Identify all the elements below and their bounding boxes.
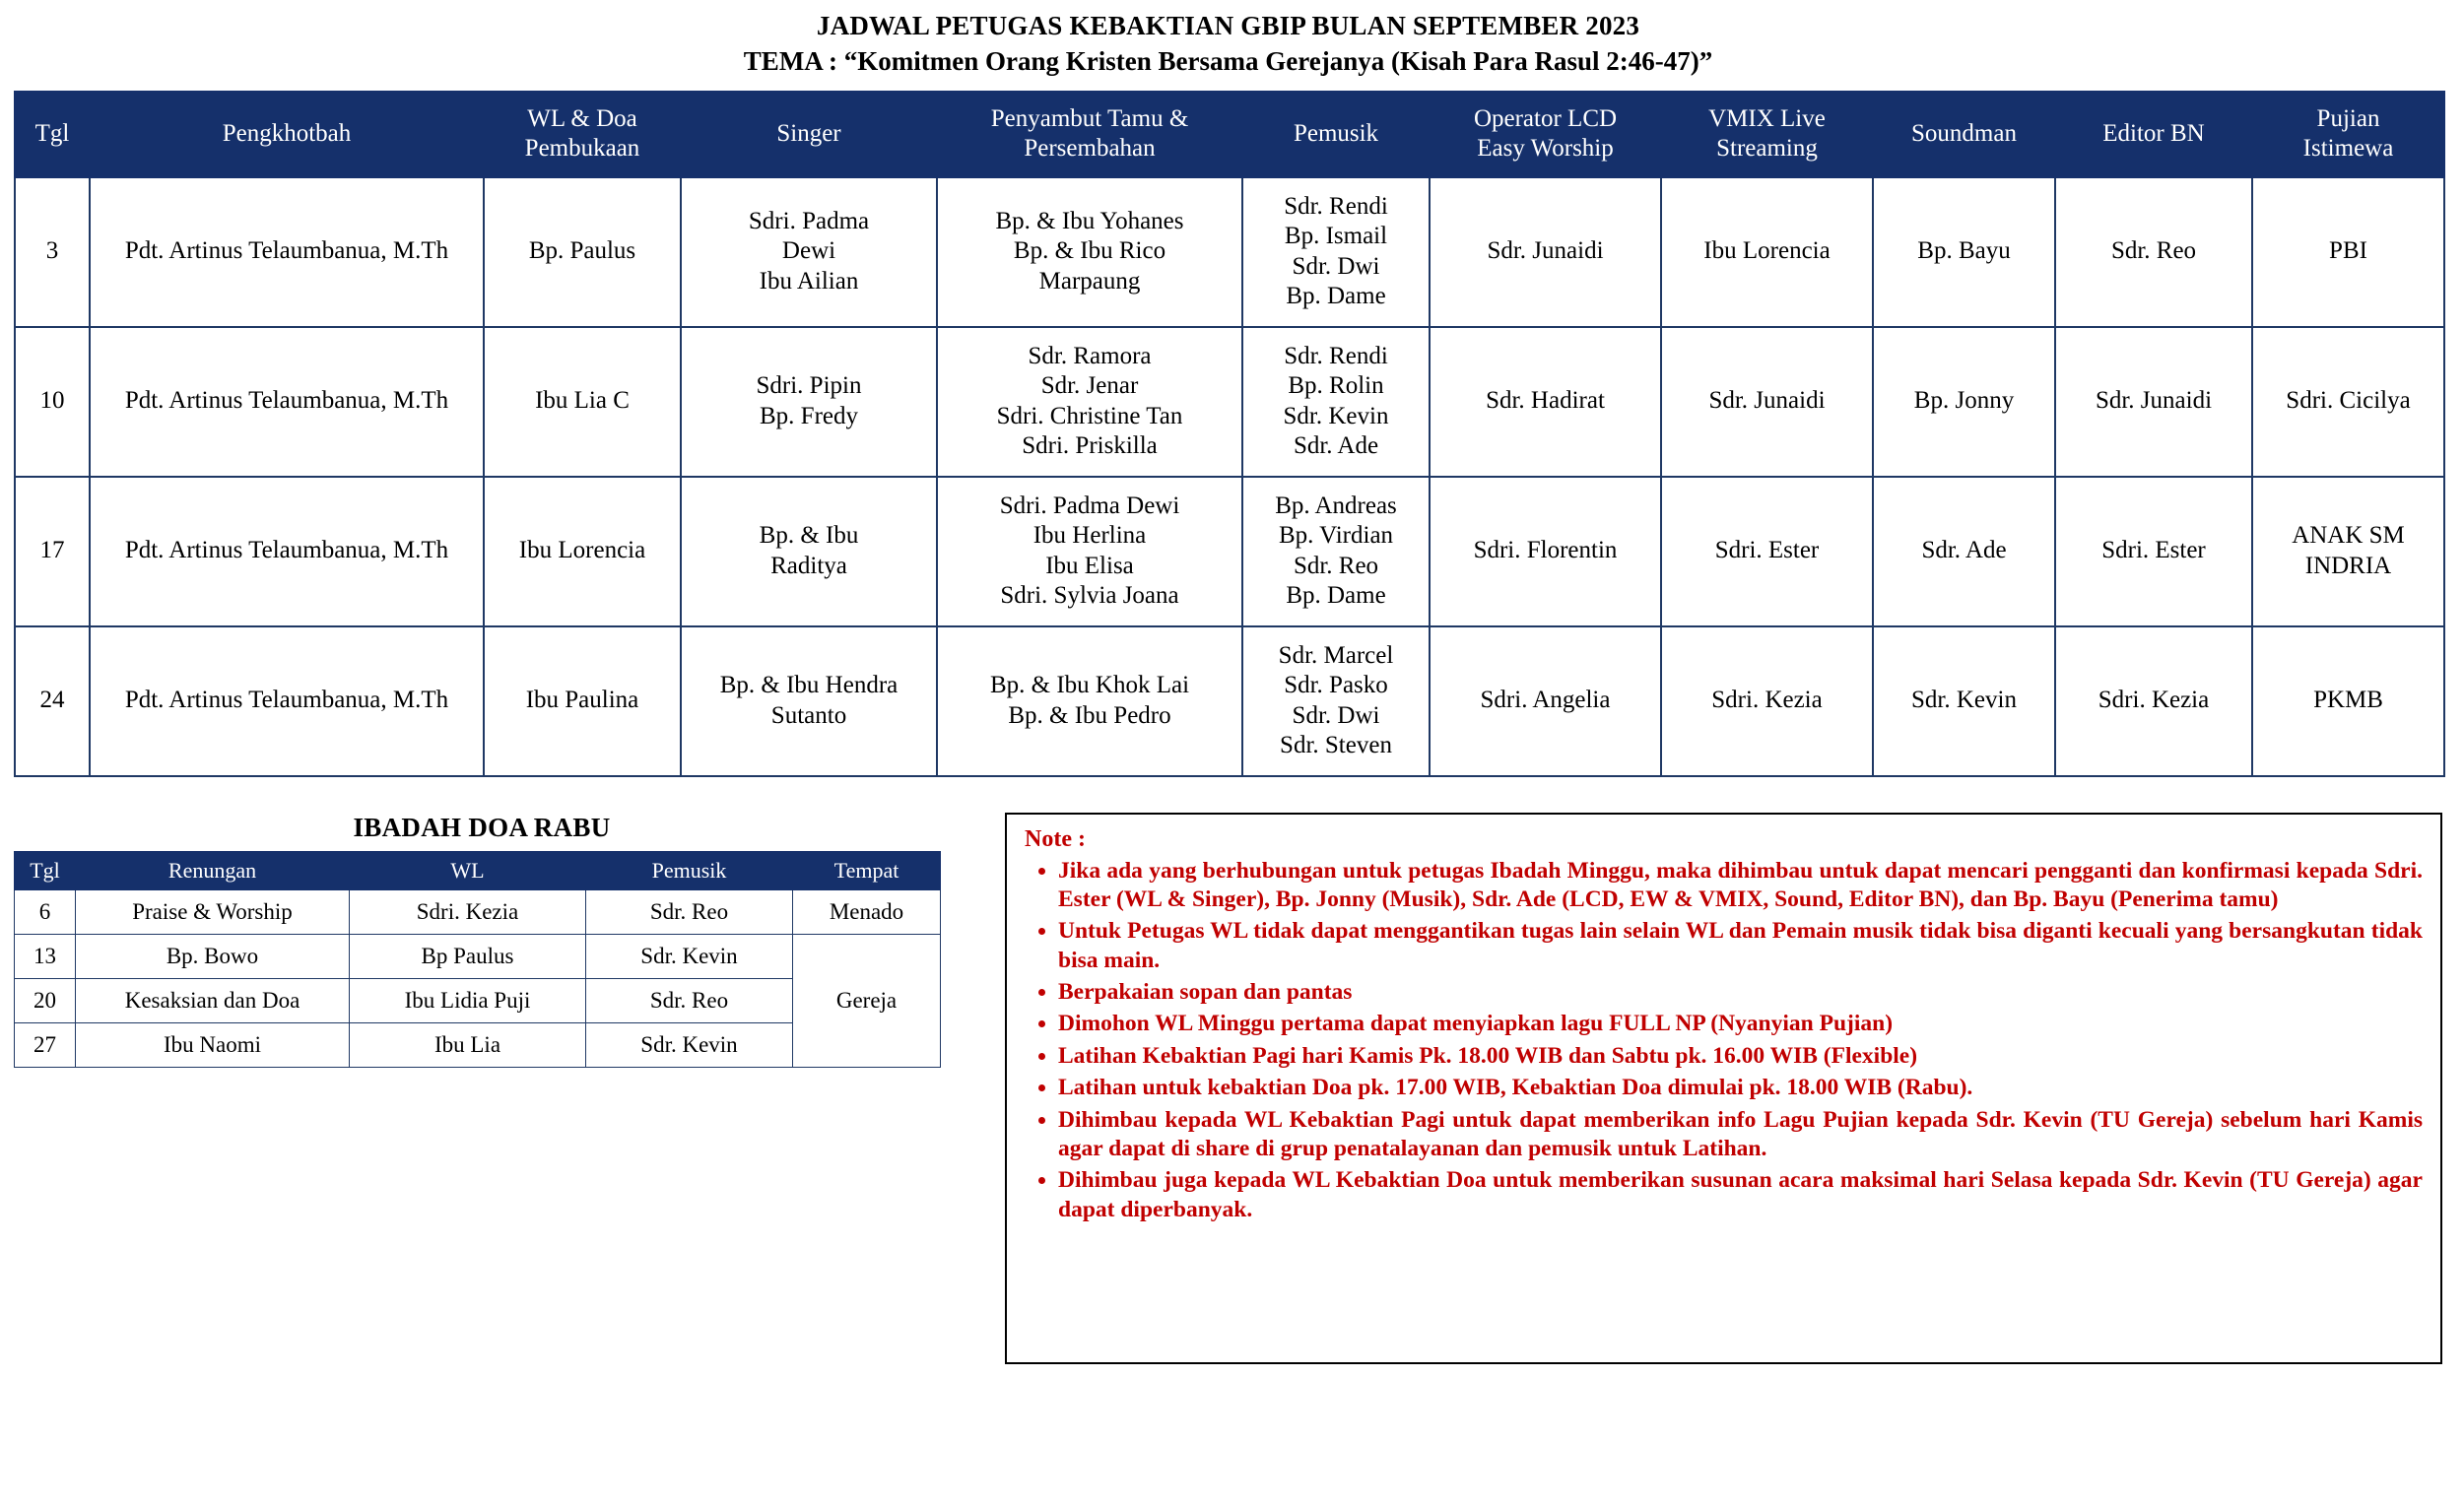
cell-line: Bp. & Ibu Rico xyxy=(1013,237,1166,265)
column-header-tgl xyxy=(15,92,90,177)
cell-editor xyxy=(2055,177,2252,327)
column-header-line: Tgl xyxy=(34,119,70,147)
cell-line: Bp. Rolin xyxy=(1288,372,1384,399)
rabu-cell-pemusik: Sdr. Kevin xyxy=(586,934,793,978)
cell-line: Sdr. Hadirat xyxy=(1486,387,1605,415)
column-header-line: Istimewa xyxy=(2302,135,2394,162)
column-header-line: WL & Doa xyxy=(527,104,637,132)
cell-line: Sdr. Marcel xyxy=(1278,641,1394,669)
column-header-line: Pujian xyxy=(2316,104,2380,132)
note-list xyxy=(1025,857,2423,1225)
cell-line: Sdr. Reo xyxy=(2110,237,2197,265)
cell-wl xyxy=(484,327,681,477)
column-header-line: Easy Worship xyxy=(1477,135,1614,162)
rabu-section xyxy=(14,813,950,1068)
list-item: • Latihan Kebaktian Pagi hari Kamis Pk. 18.00 WIB dan Sabtu pk. 16.00 WIB (Flexible) xyxy=(1058,1042,2423,1071)
table-row xyxy=(15,327,2444,477)
column-header-operator-lcd xyxy=(1430,92,1661,177)
cell-line: Pdt. Artinus Telaumbanua, M.Th xyxy=(124,237,449,265)
cell-line: Sdri. Padma Dewi xyxy=(999,492,1180,519)
cell-editor xyxy=(2055,626,2252,776)
table-row xyxy=(15,889,941,934)
cell-line: Sdri. Kezia xyxy=(1711,687,1823,714)
list-item: • Dihimbau juga kepada WL Kebaktian Doa untuk memberikan susunan acara maksimal hari Selasa kepada Sdr. Kevin (TU Gereja) agar dapat diperbanyak. xyxy=(1058,1166,2423,1224)
cell-pengkhotbah xyxy=(90,327,484,477)
cell-line: Ibu Paulina xyxy=(525,687,639,714)
column-header-soundman xyxy=(1873,92,2055,177)
cell-line: Sdri. Cicilya xyxy=(2286,387,2411,415)
column-header-line: Singer xyxy=(776,119,841,147)
page-title: JADWAL PETUGAS KEBAKTIAN GBIP BULAN SEPTEMBER 2023 xyxy=(816,11,1640,40)
cell-pengkhotbah xyxy=(90,477,484,626)
cell-soundman xyxy=(1873,477,2055,626)
schedule-table xyxy=(14,91,2445,777)
cell-line: Raditya xyxy=(770,552,847,579)
cell-tgl: 17 xyxy=(15,477,90,626)
list-item: • Dimohon WL Minggu pertama dapat menyiapkan lagu FULL NP (Nyanyian Pujian) xyxy=(1058,1010,2423,1038)
rabu-cell-tgl: 6 xyxy=(15,889,76,934)
rabu-cell-tgl: 13 xyxy=(15,934,76,978)
cell-penyambut xyxy=(937,477,1242,626)
cell-line: Bp. Bayu xyxy=(1917,237,2011,265)
cell-line: PKMB xyxy=(2313,687,2383,714)
column-header-line: Pembukaan xyxy=(524,135,640,162)
rabu-cell-wl: Ibu Lidia Puji xyxy=(350,978,586,1022)
table-row xyxy=(15,177,2444,327)
cell-line: Bp. Andreas xyxy=(1275,492,1397,519)
schedule-header-row xyxy=(15,92,2444,177)
rabu-cell-renungan: Praise & Worship xyxy=(76,889,350,934)
rabu-cell-pemusik: Sdr. Reo xyxy=(586,889,793,934)
cell-pujian xyxy=(2252,477,2444,626)
cell-operator xyxy=(1430,177,1661,327)
cell-wl xyxy=(484,177,681,327)
cell-line: Sdri. Angelia xyxy=(1480,687,1611,714)
table-row xyxy=(15,934,941,978)
cell-line: Sdr. Ramora xyxy=(1028,342,1152,369)
cell-operator xyxy=(1430,477,1661,626)
cell-line: Bp. Paulus xyxy=(528,237,636,265)
column-header-line: Soundman xyxy=(1911,119,2017,147)
cell-pujian xyxy=(2252,327,2444,477)
cell-line: Ibu Ailian xyxy=(759,267,859,295)
lower-section xyxy=(14,813,2442,1364)
cell-line: Bp. Dame xyxy=(1286,582,1386,609)
cell-pemusik xyxy=(1242,177,1430,327)
rabu-cell-pemusik: Sdr. Kevin xyxy=(586,1022,793,1067)
list-item: • Latihan untuk kebaktian Doa pk. 17.00 WIB, Kebaktian Doa dimulai pk. 18.00 WIB (Rabu). xyxy=(1058,1074,2423,1102)
cell-line: Sdri. Ester xyxy=(1714,537,1820,564)
column-header-line: Persembahan xyxy=(1024,135,1156,162)
column-header-line: Editor BN xyxy=(2102,119,2205,147)
cell-line: Sdr. Ade xyxy=(1293,432,1379,459)
cell-singer xyxy=(681,626,937,776)
cell-tgl: 3 xyxy=(15,177,90,327)
cell-line: Sdr. Jenar xyxy=(1040,372,1139,399)
column-header-singer xyxy=(681,92,937,177)
rabu-cell-renungan: Kesaksian dan Doa xyxy=(76,978,350,1022)
cell-wl xyxy=(484,477,681,626)
rabu-cell-wl: Ibu Lia xyxy=(350,1022,586,1067)
column-header-vmix xyxy=(1661,92,1873,177)
column-header-pengkhotbah xyxy=(90,92,484,177)
note-box xyxy=(1005,813,2442,1364)
rabu-cell-pemusik: Sdr. Reo xyxy=(586,978,793,1022)
cell-penyambut xyxy=(937,626,1242,776)
cell-pemusik xyxy=(1242,327,1430,477)
cell-pengkhotbah xyxy=(90,177,484,327)
cell-soundman xyxy=(1873,626,2055,776)
cell-vmix xyxy=(1661,626,1873,776)
cell-pemusik xyxy=(1242,477,1430,626)
cell-line: INDRIA xyxy=(2304,552,2392,579)
note-title: Note : xyxy=(1025,825,1086,852)
rabu-cell-tempat: Menado xyxy=(793,889,941,934)
rabu-cell-wl: Bp Paulus xyxy=(350,934,586,978)
cell-line: Sutanto xyxy=(770,701,847,729)
cell-singer xyxy=(681,177,937,327)
column-header-line: Penyambut Tamu & xyxy=(990,104,1189,132)
cell-line: Sdr. Junaidi xyxy=(2095,387,2213,415)
cell-line: ANAK SM xyxy=(2292,522,2405,549)
rabu-cell-renungan: Bp. Bowo xyxy=(76,934,350,978)
cell-line: Ibu Lia C xyxy=(535,387,630,415)
rabu-column-header-tgl: Tgl xyxy=(15,851,76,889)
cell-line: Dewi xyxy=(781,237,836,265)
rabu-column-header-tempat: Tempat xyxy=(793,851,941,889)
cell-singer xyxy=(681,327,937,477)
cell-wl xyxy=(484,626,681,776)
cell-operator xyxy=(1430,327,1661,477)
rabu-cell-tempat: Gereja xyxy=(793,934,941,1067)
cell-line: Bp. Fredy xyxy=(760,402,858,429)
cell-line: Sdr. Ade xyxy=(1921,537,2007,564)
cell-line: Bp. Jonny xyxy=(1913,387,2015,415)
cell-tgl: 10 xyxy=(15,327,90,477)
column-header-pemusik xyxy=(1242,92,1430,177)
cell-line: Sdr. Dwi xyxy=(1292,701,1380,729)
cell-line: Bp. & Ibu Khok Lai xyxy=(989,672,1190,698)
cell-line: Ibu Elisa xyxy=(1045,552,1134,579)
cell-pengkhotbah xyxy=(90,626,484,776)
cell-line: Sdr. Dwi xyxy=(1292,252,1380,280)
rabu-header-row xyxy=(15,851,941,889)
cell-line: Bp. & Ibu Hendra xyxy=(719,672,899,698)
cell-line: Sdr. Kevin xyxy=(1283,402,1389,429)
column-header-editor-bn xyxy=(2055,92,2252,177)
cell-line: Sdri. Christine Tan xyxy=(996,402,1183,429)
column-header-pujian xyxy=(2252,92,2444,177)
list-item: • Untuk Petugas WL tidak dapat menggantikan tugas lain selain WL dan Pemain musik tidak bisa diganti kecuali yang bersangkutan tidak bisa main. xyxy=(1058,917,2423,975)
document-title-block xyxy=(14,10,2442,79)
cell-line: Pdt. Artinus Telaumbanua, M.Th xyxy=(124,687,449,714)
rabu-column-header-renungan: Renungan xyxy=(76,851,350,889)
cell-line: Sdr. Kevin xyxy=(1911,687,2017,714)
cell-operator xyxy=(1430,626,1661,776)
column-header-wl-doa xyxy=(484,92,681,177)
cell-pujian xyxy=(2252,626,2444,776)
cell-line: Sdr. Rendi xyxy=(1284,192,1388,220)
cell-line: Sdr. Reo xyxy=(1293,552,1379,579)
list-item: • Dihimbau kepada WL Kebaktian Pagi untuk dapat memberikan info Lagu Pujian kepada Sdr. Kevin (TU Gereja) sebelum hari Kamis agar dapat di share di grup penatalayanan dan pemusik untuk Latihan. xyxy=(1058,1106,2423,1164)
cell-line: Ibu Lorencia xyxy=(1703,237,1831,265)
cell-line: Sdri. Florentin xyxy=(1473,537,1618,564)
cell-line: Sdr. Pasko xyxy=(1284,672,1388,698)
rabu-column-header-pemusik: Pemusik xyxy=(586,851,793,889)
cell-line: Sdri. Kezia xyxy=(2098,687,2210,714)
cell-line: Marpaung xyxy=(1038,267,1141,295)
table-row xyxy=(15,477,2444,626)
column-header-line: Operator LCD xyxy=(1473,104,1618,132)
cell-line: Sdr. Steven xyxy=(1280,732,1392,758)
list-item: • Jika ada yang berhubungan untuk petugas Ibadah Minggu, maka dihimbau untuk dapat mencari pengganti dan konfirmasi kepada Sdri. Ester (WL & Singer), Bp. Jonny (Musik), Sdr. Ade (LCD, EW & VMIX, Sound, Editor BN), dan Bp. Bayu (Penerima tamu) xyxy=(1058,857,2423,915)
rabu-cell-wl: Sdri. Kezia xyxy=(350,889,586,934)
cell-pujian xyxy=(2252,177,2444,327)
rabu-cell-renungan: Ibu Naomi xyxy=(76,1022,350,1067)
cell-line: Sdr. Rendi xyxy=(1284,342,1388,369)
cell-line: Sdri. Priskilla xyxy=(1022,432,1158,459)
cell-singer xyxy=(681,477,937,626)
cell-line: Sdr. Junaidi xyxy=(1487,237,1604,265)
cell-line: Ibu Herlina xyxy=(1032,522,1147,549)
cell-line: Sdri. Pipin xyxy=(756,372,862,399)
cell-vmix xyxy=(1661,327,1873,477)
cell-soundman xyxy=(1873,327,2055,477)
cell-line: Sdri. Ester xyxy=(2101,537,2206,564)
column-header-line: Pemusik xyxy=(1293,119,1379,147)
cell-line: Sdr. Junaidi xyxy=(1708,387,1826,415)
cell-line: PBI xyxy=(2329,237,2367,265)
cell-line: Ibu Lorencia xyxy=(518,537,646,564)
cell-line: Bp. & Ibu xyxy=(759,522,859,549)
rabu-table xyxy=(14,851,941,1068)
column-header-line: Pengkhotbah xyxy=(222,119,352,147)
table-row xyxy=(15,626,2444,776)
cell-line: Bp. & Ibu Pedro xyxy=(1008,701,1171,729)
cell-line: Pdt. Artinus Telaumbanua, M.Th xyxy=(124,537,449,564)
rabu-cell-tgl: 27 xyxy=(15,1022,76,1067)
cell-penyambut xyxy=(937,327,1242,477)
column-header-line: VMIX Live xyxy=(1708,104,1826,132)
page-subtitle: TEMA : “Komitmen Orang Kristen Bersama Gerejanya (Kisah Para Rasul 2:46-47)” xyxy=(743,45,1713,76)
cell-soundman xyxy=(1873,177,2055,327)
cell-penyambut xyxy=(937,177,1242,327)
column-header-line: Streaming xyxy=(1716,135,1818,162)
rabu-cell-tgl: 20 xyxy=(15,978,76,1022)
cell-vmix xyxy=(1661,177,1873,327)
list-item: • Berpakaian sopan dan pantas xyxy=(1058,978,2423,1007)
cell-vmix xyxy=(1661,477,1873,626)
cell-line: Pdt. Artinus Telaumbanua, M.Th xyxy=(124,387,449,415)
cell-tgl: 24 xyxy=(15,626,90,776)
column-header-penyambut xyxy=(937,92,1242,177)
rabu-title: IBADAH DOA RABU xyxy=(353,812,611,842)
cell-pemusik xyxy=(1242,626,1430,776)
cell-line: Bp. Virdian xyxy=(1278,522,1394,549)
cell-line: Bp. & Ibu Yohanes xyxy=(995,207,1184,234)
cell-line: Sdri. Sylvia Joana xyxy=(1000,582,1179,609)
cell-line: Bp. Dame xyxy=(1286,283,1386,309)
cell-editor xyxy=(2055,327,2252,477)
cell-line: Sdri. Padma xyxy=(748,207,870,234)
rabu-column-header-wl: WL xyxy=(350,851,586,889)
cell-editor xyxy=(2055,477,2252,626)
cell-line: Bp. Ismail xyxy=(1284,223,1388,249)
